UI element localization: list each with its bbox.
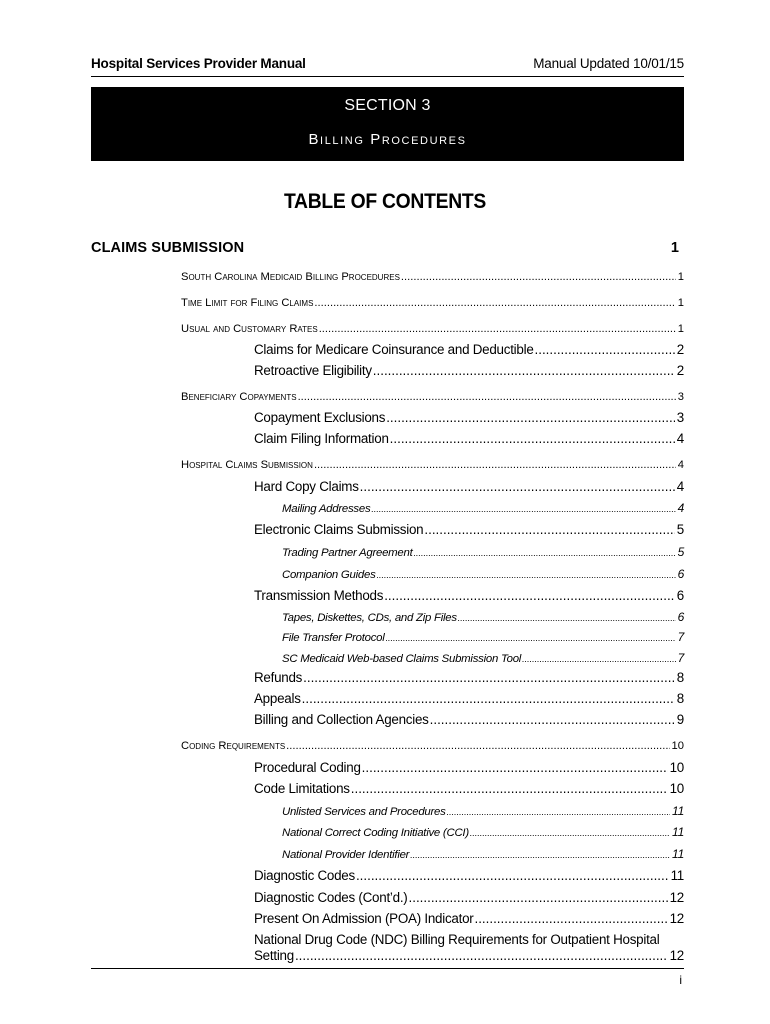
toc-entry-page: 4 xyxy=(676,479,684,494)
footer-rule xyxy=(91,968,684,969)
toc-entry-text: Transmission Methods xyxy=(254,588,384,603)
dot-leader xyxy=(522,651,675,667)
toc-entry-page: 3 xyxy=(677,391,684,403)
dot-leader xyxy=(319,321,676,337)
toc-entry[interactable] xyxy=(282,544,684,561)
dot-leader xyxy=(302,691,675,707)
toc-entry-page: 12 xyxy=(669,890,684,905)
toc-entry[interactable] xyxy=(254,932,684,964)
toc-entry-text: Mailing Addresses xyxy=(282,503,371,515)
toc-entry-text: Tapes, Diskettes, CDs, and Zip Files xyxy=(282,612,457,624)
toc-entry[interactable] xyxy=(181,295,684,311)
section-number: SECTION 3 xyxy=(344,97,431,114)
dot-leader xyxy=(360,479,675,495)
toc-entry[interactable] xyxy=(282,803,684,820)
running-header-date: Manual Updated 10/01/15 xyxy=(533,56,684,71)
toc-entry-text: Retroactive Eligibility xyxy=(254,363,372,378)
dot-leader xyxy=(303,670,675,686)
dot-leader xyxy=(390,431,675,447)
toc-entry-page: 4 xyxy=(677,459,684,471)
toc-entry-text-line2: Setting xyxy=(254,948,294,963)
toc-entry[interactable] xyxy=(181,389,684,405)
dot-leader xyxy=(401,269,676,285)
toc-chapter-entry[interactable] xyxy=(91,238,684,258)
toc-entry-text: Beneficiary Copayments xyxy=(181,391,297,403)
toc-entry[interactable] xyxy=(254,670,684,686)
toc-entry-text: Copayment Exclusions xyxy=(254,410,386,425)
toc-entry-page: 12 xyxy=(669,911,684,926)
page-folio: i xyxy=(679,973,682,987)
toc-entry[interactable] xyxy=(181,738,684,754)
toc-entry[interactable] xyxy=(254,760,684,776)
toc-entry-text: Billing and Collection Agencies xyxy=(254,712,429,727)
toc-entry-page: 8 xyxy=(676,670,684,685)
section-banner xyxy=(91,87,684,161)
dot-leader xyxy=(295,948,668,964)
toc-entry[interactable] xyxy=(181,269,684,285)
dot-leader xyxy=(414,545,676,561)
toc-entry[interactable] xyxy=(282,566,684,583)
toc-entry-page: 1 xyxy=(677,297,684,309)
toc-entry-page: 2 xyxy=(676,342,684,357)
toc-entry[interactable] xyxy=(254,431,684,447)
toc-entry-page: 1 xyxy=(677,271,684,283)
dot-leader xyxy=(410,847,670,863)
toc-entry[interactable] xyxy=(282,650,684,667)
dot-leader xyxy=(314,457,676,473)
toc-entry-page: 6 xyxy=(676,588,684,603)
toc-entry[interactable] xyxy=(254,890,684,906)
toc-heading: TABLE OF CONTENTS xyxy=(283,190,487,213)
toc-entry-page: 5 xyxy=(676,522,684,537)
dot-leader xyxy=(351,781,668,797)
toc-entry[interactable] xyxy=(254,522,684,538)
toc-entry-text: Code Limitations xyxy=(254,781,350,796)
toc-chapter-title: CLAIMS SUBMISSION xyxy=(91,240,245,256)
toc-entry-page: 10 xyxy=(669,781,684,796)
toc-entry-page: 8 xyxy=(676,691,684,706)
toc-entry[interactable] xyxy=(282,629,684,646)
toc-chapter-page: 1 xyxy=(670,240,679,256)
toc-entry-text: Trading Partner Agreement xyxy=(282,547,413,559)
toc-entry-page: 10 xyxy=(671,740,684,752)
toc-entry[interactable] xyxy=(254,410,684,426)
toc-entry-page: 11 xyxy=(672,804,684,818)
toc-entry-page: 6 xyxy=(677,610,684,624)
dot-leader xyxy=(447,804,670,820)
dot-leader xyxy=(535,342,675,358)
running-header-title: Hospital Services Provider Manual xyxy=(91,56,306,71)
toc-entry[interactable] xyxy=(254,588,684,604)
toc-entry-page: 12 xyxy=(669,948,684,963)
dot-leader xyxy=(373,363,675,379)
toc-entry-text: National Correct Coding Initiative (CCI) xyxy=(282,827,469,839)
toc-entry-page: 1 xyxy=(677,323,684,335)
toc-entry-page: 3 xyxy=(676,410,684,425)
toc-entry-text: Refunds xyxy=(254,670,303,685)
toc-entry-page: 2 xyxy=(676,363,684,378)
toc-entry-text: Claim Filing Information xyxy=(254,431,389,446)
toc-entry-text: Diagnostic Codes xyxy=(254,868,355,883)
toc-entry-text: Hard Copy Claims xyxy=(254,479,359,494)
section-title: Billing Procedures xyxy=(308,131,467,148)
toc-entry-text-line1: National Drug Code (NDC) Billing Requirements for Outpatient Hospital xyxy=(254,932,660,947)
toc-entry[interactable] xyxy=(254,781,684,797)
toc-entry[interactable] xyxy=(254,342,684,358)
dot-leader xyxy=(286,738,669,754)
toc-entry-text: Present On Admission (POA) Indicator xyxy=(254,911,474,926)
dot-leader xyxy=(470,825,670,841)
toc-entry-text: SC Medicaid Web-based Claims Submission Tool xyxy=(282,653,522,665)
toc-entry-text: South Carolina Medicaid Billing Procedures xyxy=(181,271,400,283)
toc-entry-text: Procedural Coding xyxy=(254,760,361,775)
dot-leader xyxy=(377,567,676,583)
toc-entry-page: 11 xyxy=(672,847,684,861)
toc-entry-page: 10 xyxy=(669,760,684,775)
dot-leader xyxy=(409,890,668,906)
dot-leader xyxy=(386,630,676,646)
dot-leader xyxy=(458,610,676,626)
toc-entry[interactable] xyxy=(254,479,684,495)
toc-entry-text: National Provider Identifier xyxy=(282,849,410,861)
dot-leader xyxy=(314,295,675,311)
toc-entry-page: 11 xyxy=(672,825,684,839)
toc-entry[interactable] xyxy=(282,500,684,517)
dot-leader xyxy=(384,588,675,604)
toc-entry-page: 4 xyxy=(677,501,684,515)
toc-entry-page: 7 xyxy=(677,630,684,644)
header-rule xyxy=(91,76,684,77)
toc-entry[interactable] xyxy=(282,824,684,841)
dot-leader xyxy=(298,389,676,405)
toc-entry-text: Unlisted Services and Procedures xyxy=(282,806,446,818)
toc-entry-page: 11 xyxy=(670,868,684,883)
toc-entry[interactable] xyxy=(254,691,684,707)
toc-entry-text: File Transfer Protocol xyxy=(282,632,385,644)
toc-entry-text: Electronic Claims Submission xyxy=(254,522,424,537)
toc-entry-text: Companion Guides xyxy=(282,569,376,581)
dot-leader xyxy=(362,760,668,776)
toc-entry-text: Hospital Claims Submission xyxy=(181,459,313,471)
dot-leader xyxy=(386,410,675,426)
toc-entry-page: 4 xyxy=(676,431,684,446)
toc-entry-text: Usual and Customary Rates xyxy=(181,323,318,335)
toc-entry-text: Diagnostic Codes (Cont’d.) xyxy=(254,890,408,905)
toc-entry[interactable] xyxy=(282,846,684,863)
toc-entry-text: Coding Requirements xyxy=(181,740,286,752)
toc-entry[interactable] xyxy=(254,911,684,927)
toc-entry-text: Claims for Medicare Coinsurance and Deductible xyxy=(254,342,534,357)
dot-leader xyxy=(430,712,675,728)
toc-entry-text: Time Limit for Filing Claims xyxy=(181,297,314,309)
toc-entry[interactable] xyxy=(254,712,684,728)
toc-entry[interactable] xyxy=(254,868,684,884)
dot-leader xyxy=(356,868,669,884)
toc-entry-text: Appeals xyxy=(254,691,301,706)
toc-entry-page: 6 xyxy=(677,567,684,581)
toc-entry[interactable] xyxy=(181,321,684,337)
toc-entry-page: 9 xyxy=(676,712,684,727)
toc-entry-page: 7 xyxy=(677,651,684,665)
dot-leader xyxy=(424,522,674,538)
toc-entry-page: 5 xyxy=(677,545,684,559)
dot-leader xyxy=(474,911,667,927)
toc-entry[interactable] xyxy=(282,609,684,626)
toc-entry[interactable] xyxy=(254,363,684,379)
dot-leader xyxy=(371,501,675,517)
toc-entry[interactable] xyxy=(181,457,684,473)
